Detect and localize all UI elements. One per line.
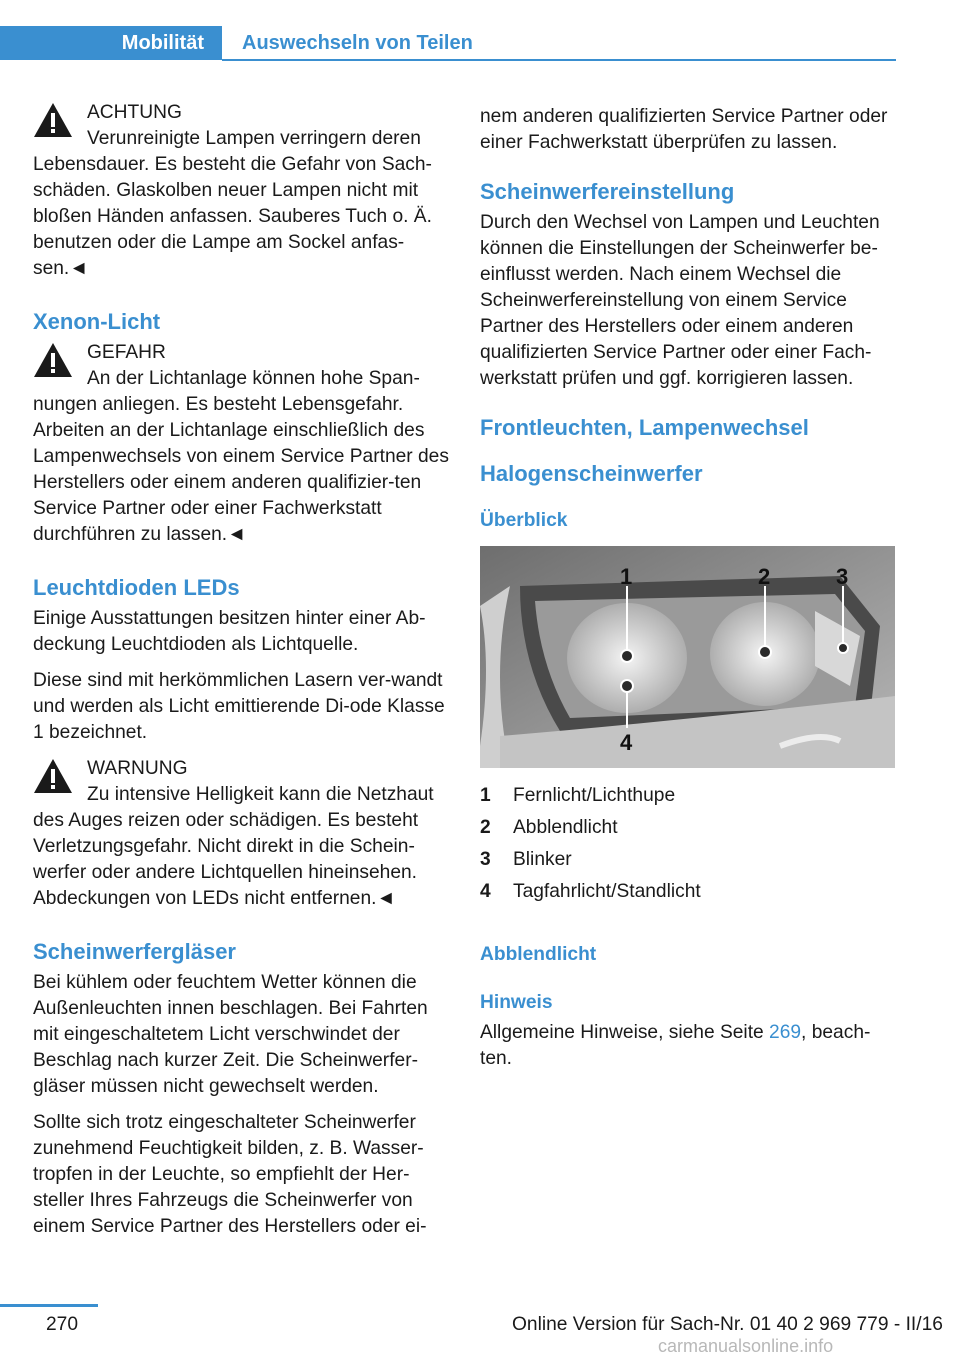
warning-text: An der Lichtanlage können hohe Span-nungen anliegen. Es besteht Lebensgefahr. Arbeiten an der Lichtanlage einschließlich des Lampenwechsels von einem Service Partner des Herstellers oder einem anderen qualifizier-ten Service Partner oder einer Fachwerkstatt durchführen zu lassen.◄ <box>33 368 449 545</box>
heading-glass: Scheinwerfergläser <box>33 939 236 964</box>
legend-label: Abblendlicht <box>513 817 618 838</box>
warning-warnung <box>33 756 449 912</box>
breadcrumb[interactable]: Auswechseln von Teilen <box>242 32 473 54</box>
figure-label-1: 1 <box>620 564 633 589</box>
heading-led: Leuchtdioden LEDs <box>33 575 240 600</box>
legend-label: Blinker <box>513 849 572 870</box>
legend-item <box>480 876 896 908</box>
paragraph: Durch den Wechsel von Lampen und Leuchten können die Einstellungen der Scheinwerfer be-einflusst werden. Nach einem Wechsel die Scheinwerfereinstellung von einem Service Partner des Herstellers oder einem anderen qualifizierten Service Partner oder einer Fach-werkstatt prüfen und ggf. korrigieren lassen. <box>480 212 880 389</box>
footer-online-version: Online Version für Sach-Nr. 01 40 2 969 779 - II/16 <box>512 1314 943 1335</box>
warning-gefahr <box>33 340 449 548</box>
legend-list <box>480 780 896 908</box>
heading-overview: Überblick <box>480 510 568 531</box>
heading-halogen: Halogenscheinwerfer <box>480 461 703 486</box>
paragraph: nem anderen qualifizierten Service Partner oder einer Fachwerkstatt überprüfen zu lassen. <box>480 106 888 153</box>
page-number: 270 <box>46 1314 79 1335</box>
warning-title: WARNUNG <box>87 758 188 779</box>
warning-triangle-icon <box>33 102 73 138</box>
headlight-figure <box>480 546 895 768</box>
legend-label: Fernlicht/Lichthupe <box>513 785 676 806</box>
heading-dipped: Abblendlicht <box>480 944 597 965</box>
legend-number: 3 <box>480 849 491 870</box>
legend-number: 4 <box>480 881 491 902</box>
left-column <box>33 100 449 1250</box>
footer-rule <box>0 1304 98 1307</box>
legend-number: 1 <box>480 785 491 806</box>
paragraph: Einige Ausstattungen besitzen hinter einer Ab-deckung Leuchtdioden als Lichtquelle. <box>33 608 426 655</box>
header-rule <box>222 59 896 61</box>
paragraph: Diese sind mit herkömmlichen Lasern ver-wandt und werden als Licht emittierende Di-ode Klasse 1 bezeichnet. <box>33 670 445 743</box>
warning-triangle-icon <box>33 342 73 378</box>
legend-item <box>480 812 896 844</box>
warning-triangle-icon <box>33 758 73 794</box>
figure-label-3: 3 <box>836 564 849 589</box>
warning-text: Zu intensive Helligkeit kann die Netzhaut des Auges reizen oder schädigen. Es besteht Verletzungsgefahr. Nicht direkt in die Schein-werfer oder andere Lichtquellen hineinsehen. Abdeckungen von LEDs nicht entfernen.◄ <box>33 784 434 909</box>
note-text-pre: Allgemeine Hinweise, siehe Seite <box>480 1022 770 1043</box>
warning-title: GEFAHR <box>87 342 166 363</box>
heading-note: Hinweis <box>480 992 553 1013</box>
warning-achtung <box>33 100 449 282</box>
heading-xenon: Xenon-Licht <box>33 309 161 334</box>
heading-setting: Scheinwerfereinstellung <box>480 179 735 204</box>
legend-item <box>480 844 896 876</box>
figure-label-2: 2 <box>758 564 771 589</box>
warning-text: Verunreinigte Lampen verringern deren Lebensdauer. Es besteht die Gefahr von Sach-schäden. Glaskolben neuer Lampen nicht mit bloßen Händen anfassen. Sauberes Tuch o. Ä. benutzen oder die Lampe am Sockel anfas-sen.◄ <box>33 128 432 279</box>
paragraph: Bei kühlem oder feuchtem Wetter können die Außenleuchten innen beschlagen. Bei Fahrten mit eingeschaltetem Licht verschwindet der Beschlag nach kurzer Zeit. Die Scheinwerfer-gläser müssen nicht gewechselt werden. <box>33 972 428 1097</box>
figure-label-4: 4 <box>620 730 633 755</box>
page-link[interactable]: 269 <box>769 1022 802 1043</box>
section-tab[interactable]: Mobilität <box>0 26 222 60</box>
page-header <box>0 26 896 62</box>
legend-label: Tagfahrlicht/Standlicht <box>513 881 701 902</box>
paragraph: Sollte sich trotz eingeschalteter Scheinwerfer zunehmend Feuchtigkeit bilden, z. B. Wasser-tropfen in der Leuchte, so empfiehlt der Her-steller Ihres Fahrzeugs die Scheinwerfer von einem Service Partner des Herstellers oder ei- <box>33 1112 427 1237</box>
right-column <box>480 104 896 1082</box>
watermark[interactable]: carmanualsonline.info <box>658 1336 834 1356</box>
warning-title: ACHTUNG <box>87 102 182 123</box>
legend-number: 2 <box>480 817 491 838</box>
note-text-post: , beach-ten. <box>480 1022 871 1069</box>
note-paragraph <box>480 1020 896 1072</box>
heading-front: Frontleuchten, Lampenwechsel <box>480 415 809 440</box>
legend-item <box>480 780 896 812</box>
